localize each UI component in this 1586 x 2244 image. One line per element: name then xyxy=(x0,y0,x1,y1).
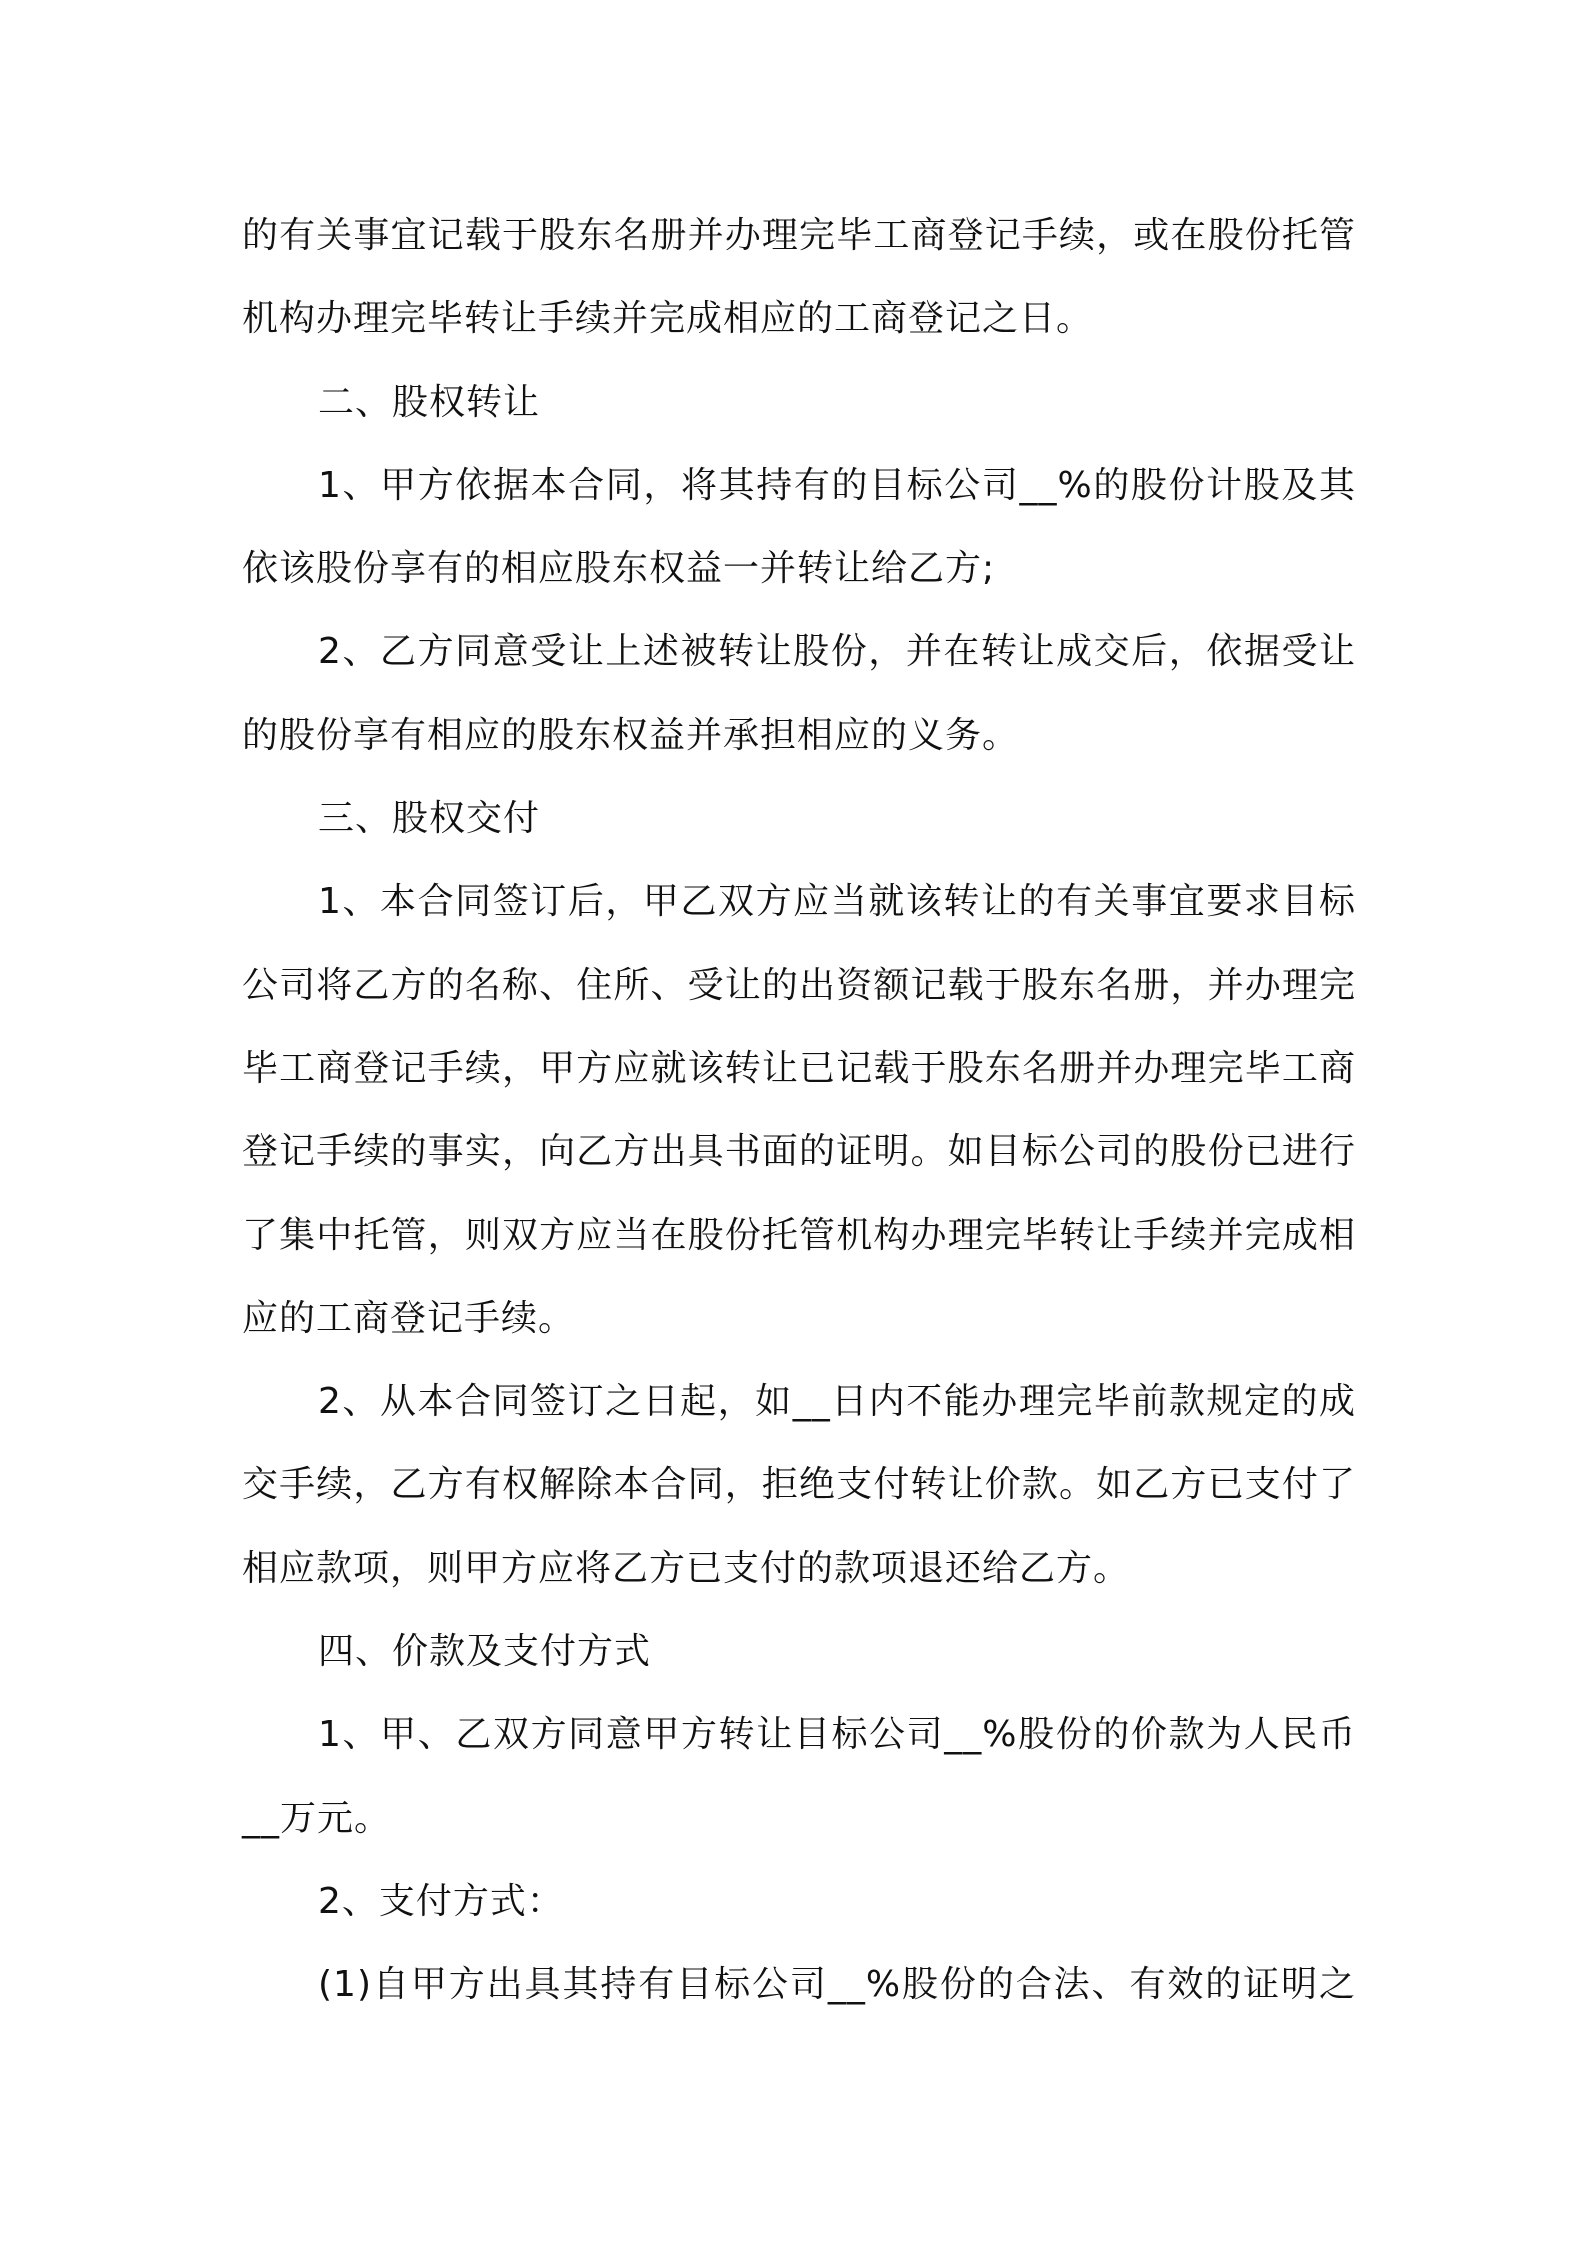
text-line: 应的工商登记手续。 xyxy=(242,1297,576,1339)
section-heading: 四、价款及支付方式 xyxy=(318,1631,652,1673)
text-line: 了集中托管，则双方应当在股份托管机构办理完毕转让手续并完成相 xyxy=(242,1214,1356,1256)
text-line: 交手续，乙方有权解除本合同，拒绝支付转让价款。如乙方已支付了 xyxy=(242,1464,1356,1506)
text-line: 1、甲、乙双方同意甲方转让目标公司__%股份的价款为人民币 xyxy=(318,1714,1356,1756)
text-line: 机构办理完毕转让手续并完成相应的工商登记之日。 xyxy=(242,298,1094,340)
text-line: 的有关事宜记载于股东名册并办理完毕工商登记手续，或在股份托管 xyxy=(242,215,1356,256)
text-line: 2、乙方同意受让上述被转让股份，并在转让成交后，依据受让 xyxy=(318,631,1356,673)
text-line: 1、本合同签订后，甲乙双方应当就该转让的有关事宜要求目标 xyxy=(318,881,1356,923)
text-line: 1、甲方依据本合同，将其持有的目标公司__%的股份计股及其 xyxy=(318,464,1356,506)
text-line: __万元。 xyxy=(242,1797,392,1839)
text-line: 依该股份享有的相应股东权益一并转让给乙方; xyxy=(242,548,996,590)
text-line: (1)自甲方出具其持有目标公司__%股份的合法、有效的证明之 xyxy=(318,1964,1356,2006)
text-line: 的股份享有相应的股东权益并承担相应的义务。 xyxy=(242,714,1020,756)
section-heading: 二、股权转让 xyxy=(318,381,541,423)
text-line: 登记手续的事实，向乙方出具书面的证明。如目标公司的股份已进行 xyxy=(242,1131,1356,1173)
section-heading: 三、股权交付 xyxy=(318,798,541,840)
text-line: 毕工商登记手续，甲方应就该转让已记载于股东名册并办理完毕工商 xyxy=(242,1047,1356,1089)
document-body xyxy=(242,194,1356,2027)
text-line: 相应款项，则甲方应将乙方已支付的款项退还给乙方。 xyxy=(242,1547,1131,1589)
text-line: 公司将乙方的名称、住所、受让的出资额记载于股东名册，并办理完 xyxy=(242,964,1356,1006)
text-line: 2、从本合同签订之日起，如__日内不能办理完毕前款规定的成 xyxy=(318,1381,1356,1423)
text-line: 2、支付方式： xyxy=(318,1880,564,1922)
